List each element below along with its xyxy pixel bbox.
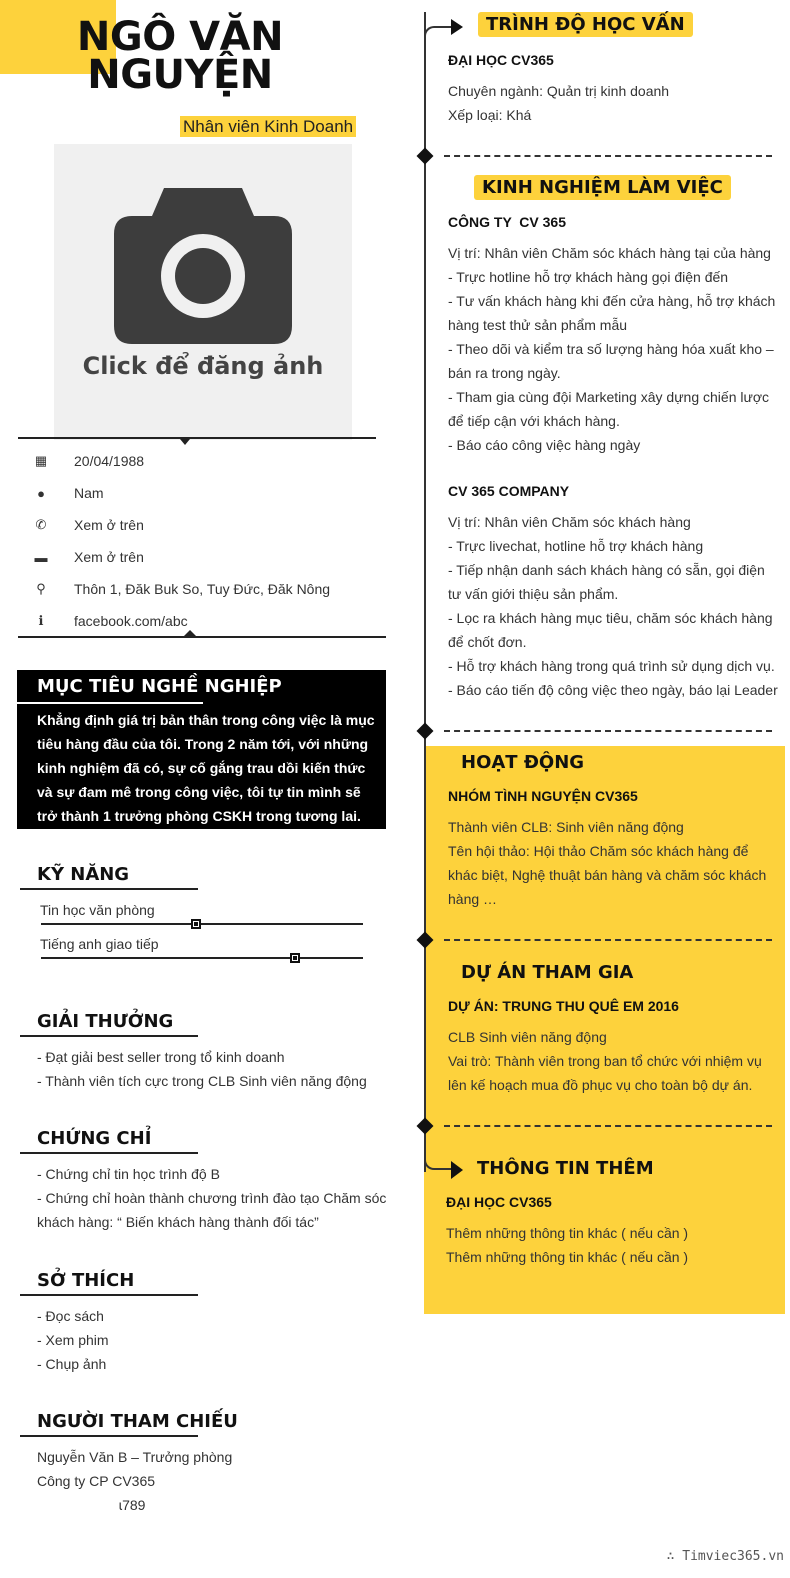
info-address <box>28 573 388 605</box>
job-title-row <box>180 117 356 137</box>
project-line: lên kế hoạch mua đồ phục vụ cho toàn bộ dự án. <box>448 1077 753 1093</box>
certificates-underline <box>20 1152 198 1154</box>
extra-heading: THÔNG TIN THÊM <box>477 1158 654 1179</box>
reference-item: Nguyễn Văn B – Trưởng phòng <box>37 1449 233 1465</box>
hobby-item: - Chụp ảnh <box>37 1356 107 1372</box>
experience-line: - Hỗ trợ khách hàng trong quá trình sử dụng dịch vụ. <box>448 658 775 674</box>
email-icon: ▬ <box>34 549 48 565</box>
experience-line: Vị trí: Nhân viên Chăm sóc khách hàng <box>448 514 691 530</box>
info-website <box>28 605 388 637</box>
education-details <box>448 79 669 127</box>
experience-line: - Báo cáo tiến độ công việc theo ngày, báo lại Leader <box>448 682 778 698</box>
name-line-1: NGÔ VĂN <box>76 14 284 60</box>
experience-line: - Theo dõi và kiểm tra số lượng hàng hóa xuất kho – <box>448 341 774 357</box>
hobby-item: - Xem phim <box>37 1332 109 1348</box>
objective-text: Khẳng định giá trị bản thân trong công việc là mục tiêu hàng đầu của tôi. Trong 2 năm tới, với những kinh nghiệm đã có, sự cố gắng trau dồi kiến thức và sự đam mê trong công việc, tôi tự tin mình sẽ trở thành 1 trưởng phòng CSKH trong tương lai. <box>37 712 375 824</box>
extra-list <box>446 1221 688 1269</box>
experience-line: - Trực hotline hỗ trợ khách hàng gọi điện đến <box>448 269 729 285</box>
hobbies-list <box>37 1304 109 1376</box>
objective-box <box>17 670 386 829</box>
references-underline <box>20 1435 198 1437</box>
experience-line: - Lọc ra khách hàng mục tiêu, chăm sóc khách hàng <box>448 610 773 626</box>
info-phone <box>28 509 388 541</box>
education-school: ĐẠI HỌC CV365 <box>448 52 554 68</box>
info-birthday <box>28 445 388 477</box>
info-phone-value: Xem ở trên <box>74 517 144 533</box>
education-major: Chuyên ngành: Quản trị kinh doanh <box>448 83 670 99</box>
info-website-value[interactable]: facebook.com/abc <box>74 613 188 629</box>
info-email-value: Xem ở trên <box>74 549 144 565</box>
section-divider <box>444 1125 772 1127</box>
experience-line: - Tham gia cùng đội Marketing xây dựng chiến lược <box>448 389 770 405</box>
extra-line: Thêm những thông tin khác ( nếu cần ) <box>446 1225 689 1241</box>
certificate-item: khách hàng: “ Biến khách hàng thành đối tác” <box>37 1214 319 1230</box>
hobbies-heading: SỞ THÍCH <box>37 1270 135 1291</box>
certificate-item: - Chứng chỉ tin học trình độ B <box>37 1166 220 1182</box>
experience-list-2 <box>448 510 783 702</box>
experience-heading-wrap <box>474 177 731 198</box>
skill-1-track <box>41 923 363 925</box>
info-birthday-value: 20/04/1988 <box>74 453 145 469</box>
skill-2-knob[interactable] <box>290 953 300 963</box>
hobbies-underline <box>20 1294 198 1296</box>
info-email <box>28 541 388 573</box>
info-top-divider <box>18 437 376 439</box>
experience-company-1: CÔNG TY CV 365 <box>448 214 567 230</box>
name-line-2: NGUYỆN <box>87 52 273 98</box>
personal-info-list <box>28 445 388 637</box>
location-icon: ⚲ <box>36 581 46 596</box>
info-gender <box>28 477 388 509</box>
activities-org: NHÓM TÌNH NGUYỆN CV365 <box>448 788 638 804</box>
education-heading-wrap <box>478 14 693 35</box>
candidate-name <box>40 14 320 98</box>
extra-sub: ĐẠI HỌC CV365 <box>446 1194 552 1210</box>
job-title[interactable]: Nhân viên Kinh Doanh <box>180 116 356 137</box>
projects-heading: DỰ ÁN THAM GIA <box>461 962 634 983</box>
award-item: - Thành viên tích cực trong CLB Sinh viên năng động <box>37 1073 367 1089</box>
extra-line: Thêm những thông tin khác ( nếu cần ) <box>446 1249 689 1265</box>
education-grade: Xếp loại: Khá <box>448 107 532 123</box>
experience-line: - Báo cáo công việc hàng ngày <box>448 437 641 453</box>
experience-heading: KINH NGHIỆM LÀM VIỆC <box>474 175 731 200</box>
arrow-right-icon <box>451 1161 463 1179</box>
references-list <box>37 1445 237 1517</box>
phone-icon: ✆ <box>35 517 47 532</box>
timeline-line <box>424 12 426 1172</box>
experience-line: - Tiếp nhận danh sách khách hàng có sẵn, gọi điện <box>448 562 765 578</box>
arrow-right-icon <box>451 19 463 35</box>
watermark: ∴ Timviec365.vn <box>666 1549 784 1564</box>
calendar-icon: ▦ <box>34 453 48 468</box>
timeline-diamond <box>417 148 434 165</box>
references-heading: NGƯỜI THAM CHIẾU <box>37 1411 238 1432</box>
award-item: - Đạt giải best seller trong tổ kinh doanh <box>37 1049 285 1065</box>
hobby-item: - Đọc sách <box>37 1308 104 1324</box>
experience-company-2: CV 365 COMPANY <box>448 483 570 499</box>
project-line: Vai trò: Thành viên trong ban tổ chức với nhiệm vụ <box>448 1053 762 1069</box>
timeline-top-connector <box>424 26 452 40</box>
timeline-bottom-connector <box>424 1154 452 1170</box>
skill-1-label: Tin học văn phòng <box>40 902 155 918</box>
photo-upload-area[interactable] <box>54 144 352 440</box>
experience-line: để tiếp cận với khách hàng. <box>448 413 620 429</box>
education-heading: TRÌNH ĐỘ HỌC VẤN <box>478 12 693 37</box>
awards-list <box>37 1045 367 1093</box>
project-line: CLB Sinh viên năng động <box>448 1029 607 1045</box>
info-gender-value: Nam <box>74 485 104 501</box>
activities-list <box>448 815 778 911</box>
timeline-diamond <box>417 723 434 740</box>
objective-heading: MỤC TIÊU NGHỀ NGHIỆP <box>37 676 282 697</box>
experience-line: Vị trí: Nhân viên Chăm sóc khách hàng tại của hàng <box>448 245 771 261</box>
info-bottom-notch <box>183 630 197 637</box>
experience-line: - Trực livechat, hotline hỗ trợ khách hàng <box>448 538 704 554</box>
reference-item: ɩ789 <box>119 1497 146 1513</box>
skills-underline <box>20 888 198 890</box>
experience-line: để chốt đơn. <box>448 634 527 650</box>
section-divider <box>444 155 772 157</box>
photo-caption: Click để đăng ảnh <box>82 352 324 380</box>
projects-list <box>448 1025 778 1097</box>
info-bottom-divider <box>18 636 386 638</box>
camera-icon <box>114 188 292 344</box>
skill-1-knob[interactable] <box>191 919 201 929</box>
awards-heading: GIẢI THƯỞNG <box>37 1011 174 1032</box>
awards-underline <box>20 1035 198 1037</box>
experience-line: - Tư vấn khách hàng khi đến cửa hàng, hỗ trợ khách <box>448 293 776 309</box>
reference-item: Công ty CP CV365 <box>37 1473 156 1489</box>
experience-line: tư vấn giới thiệu sản phẩm. <box>448 586 619 602</box>
projects-title: DỰ ÁN: TRUNG THU QUÊ EM 2016 <box>448 998 679 1014</box>
section-divider <box>444 939 772 941</box>
experience-line: hàng test thử sản phẩm mẫu <box>448 317 628 333</box>
certificates-list <box>37 1162 386 1234</box>
info-icon: ℹ <box>38 613 44 628</box>
section-divider <box>444 730 772 732</box>
skills-heading: KỸ NĂNG <box>37 864 130 885</box>
skill-2-label: Tiếng anh giao tiếp <box>40 936 159 952</box>
activity-line: khác biệt, Nghệ thuật bán hàng và chăm sóc khách <box>448 867 767 883</box>
activity-line: Thành viên CLB: Sinh viên năng động <box>448 819 684 835</box>
certificates-heading: CHỨNG CHỈ <box>37 1128 152 1149</box>
info-address-value: Thôn 1, Đăk Buk So, Tuy Đức, Đăk Nông <box>74 581 331 597</box>
experience-list-1 <box>448 241 778 457</box>
activity-line: hàng … <box>448 891 498 907</box>
skill-2-track <box>41 957 363 959</box>
activity-line: Tên hội thảo: Hội thảo Chăm sóc khách hàng để <box>448 843 749 859</box>
person-icon: ● <box>37 485 45 501</box>
objective-underline <box>17 702 203 704</box>
certificate-item: - Chứng chỉ hoàn thành chương trình đào tạo Chăm sóc <box>37 1190 387 1206</box>
activities-heading: HOẠT ĐỘNG <box>461 752 585 773</box>
experience-line: bán ra trong ngày. <box>448 365 561 381</box>
